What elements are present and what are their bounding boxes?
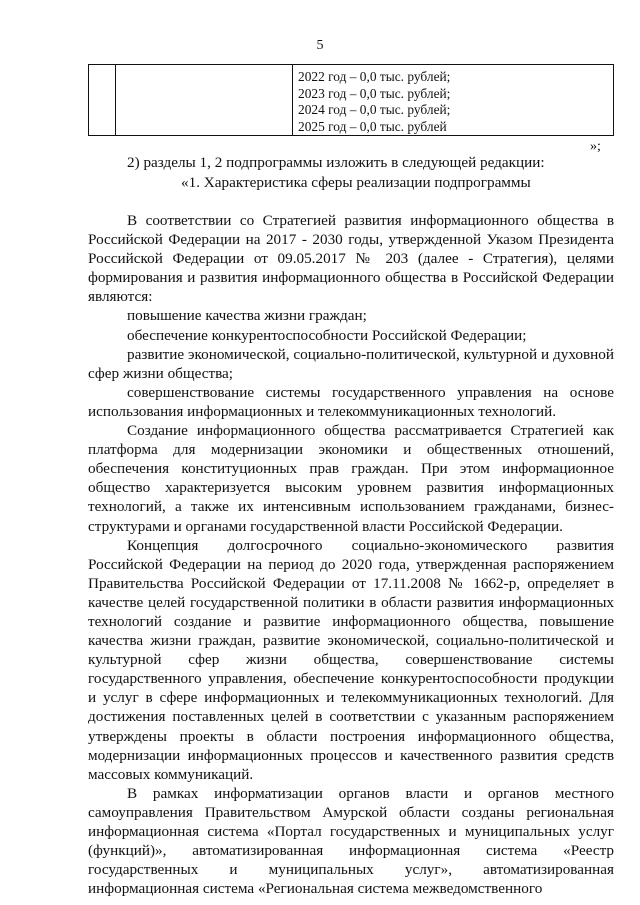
funding-table	[88, 64, 614, 136]
table-cell-funding	[293, 65, 614, 136]
paragraph: совершенствование системы государственного управления на основе использования информационных и телекоммуникационных технологий.	[88, 383, 614, 420]
body-text	[88, 211, 614, 898]
funding-line: 2025 год – 0,0 тыс. рублей	[298, 118, 447, 134]
paragraph: обеспечение конкурентоспособности Российской Федерации;	[127, 326, 527, 344]
amendment-instruction: 2) разделы 1, 2 подпрограммы изложить в следующей редакции:	[127, 154, 545, 171]
paragraph: развитие экономической, социально-политической, культурной и духовной сфер жизни общества;	[88, 345, 614, 382]
paragraph: повышение качества жизни граждан;	[127, 307, 367, 325]
table-cell-empty	[89, 65, 116, 136]
table-closing-quote: »;	[590, 139, 601, 154]
page-number: 5	[316, 38, 324, 53]
paragraph: Создание информационного общества рассматривается Стратегией как платформа для модернизации экономики и общественных отношений, обеспечения конституционных прав граждан. При этом информационное общество характеризуется высоким уровнем развития информационных технологий, а также их интенсивным использованием гражданами, бизнес-структурами и органами государственной власти Российской Федерации.	[88, 422, 614, 535]
paragraph: Концепция долгосрочного социально-экономического развития Российской Федерации на период до 2020 года, утвержденная распоряжением Правительства Российской Федерации от 17.11.2008 № 1662-р, определяет в качестве целей государственной политики в области развития информационных технологий создание и развитие информационного общества, повышение качества жизни граждан, развитие экономической, социально-политической и культурной сфер жизни общества, совершенствование системы государственного управления, обеспечение конкурентоспособности продукции и услуг в сфере информационных и телекоммуникационных технологий. Для достижения поставленных целей в соответствии с указанным распоряжением утверждены проекты в области построения информационного общества, модернизации информационных процессов и качественного развития средств массовых коммуникаций.	[88, 536, 614, 783]
table-cell-empty	[116, 65, 293, 136]
paragraph: В соответствии со Стратегией развития информационного общества в Российской Федерации на 2017 - 2030 годы, утвержденной Указом Президента Российской Федерации от 09.05.2017 № 203 (далее - Стратегия), целями формирования и развития информационного общества в Российской Федерации являются:	[88, 212, 614, 306]
table-row	[89, 65, 614, 136]
funding-line: 2022 год – 0,0 тыс. рублей;	[298, 69, 451, 84]
paragraph: В рамках информатизации органов власти и органов местного самоуправления Правительством Амурской области созданы региональная информационная система «Портал государственных и муниципальных услуг (функций)», автоматизированная информационная система «Реестр государственных и муниципальных услуг», автоматизированная информационная система «Региональная система межведомственного	[88, 784, 614, 898]
section-title: «1. Характеристика сферы реализации подпрограммы	[181, 174, 531, 191]
funding-line: 2023 год – 0,0 тыс. рублей;	[298, 85, 451, 101]
funding-line: 2024 год – 0,0 тыс. рублей;	[298, 102, 451, 118]
